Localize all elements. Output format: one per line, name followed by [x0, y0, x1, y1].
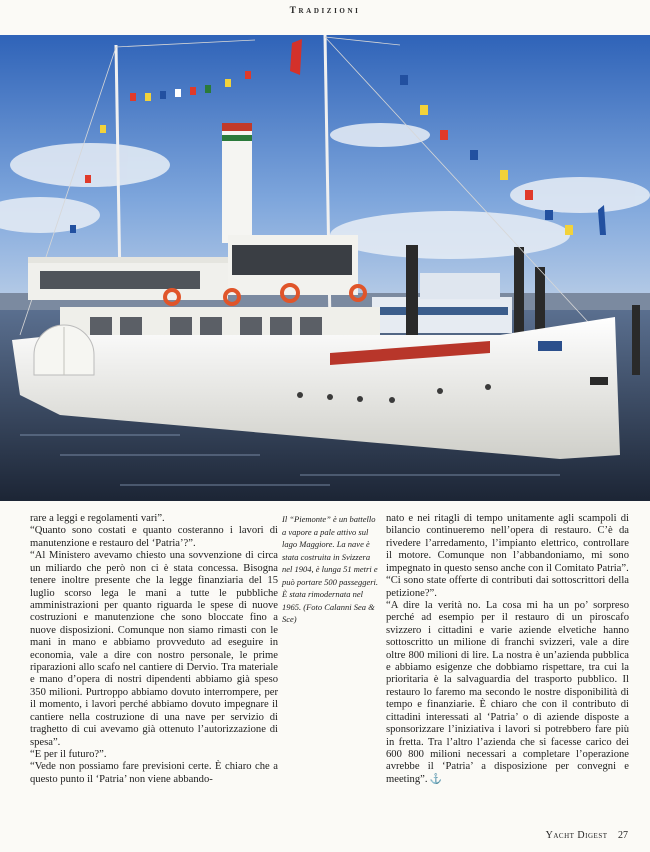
funnel: [222, 123, 252, 243]
article-paragraph: “Ci sono state offerte di contributi dai sottoscrittori della petizione?”.: [386, 575, 629, 599]
photo-caption: [282, 513, 381, 626]
article-paragraph: [386, 600, 629, 786]
name-plate: [538, 341, 562, 351]
page-number: 27: [618, 830, 628, 841]
article-column-1: [30, 513, 278, 786]
article-paragraph-text: “A dire la verità no. La cosa mi ha un po’ sorpreso perché ad esempio per il restauro di un piroscafo svizzero i cittadini e varie aziende elvetiche hanno sottoscritto un milione di franchi svizzeri, vale a dire oltre 800 milioni di lire. La nostra è un’azienda pubblica e abbiamo esigenze che dobbiamo rispettare, tra cui la prioritaria è la salvaguardia del trasporto pubblico. Il restauro lo faremo ma secondo le nostre disponibilità di tempo e finanziarie. È chiaro che con il contributo di cittadini interessati al ‘Patria’ o di aziende disposte a sponsorizzare l’iniziativa i lavori si potrebbero fare più in fretta. Tra l’altro l’azienda che si facesse carico dei 600 800 milioni necessari a completare l’operazione avrebbe il ‘Patria’ a disposizione per convegni e meeting”.: [386, 599, 629, 785]
article-paragraph: “Al Ministero avevamo chiesto una sovvenzione di circa un miliardo che però non ci è stata concessa. Bisogna tenere inoltre presente che la legge finanziaria del 15 luglio scorso lega le mani a tutte le pubbliche amministrazioni per quanto riguarda le spese di nuove costruzioni e manutenzione che sono bloccate fino a nuove disposizioni. Comunque non siamo rimasti con le mani in mano e abbiamo provveduto ad eseguire in economia, vale a dire con nostro personale, le prime riparazioni allo scafo nel cantiere di Dervio. Tra materiale e mano d’opera di nostri dipendenti abbiamo già speso 350 milioni. Purtroppo abbiamo dovuto interrompere, per il momento, i lavori perché abbiamo dovuto impegnare il cantiere nella costruzione di una nave per servizio di traghetto di cui avevamo già ottenuto l’autorizzazione di spesa”.: [30, 550, 278, 748]
anchor-end-icon: ⚓: [429, 773, 442, 785]
caption-text: Il “Piemonte” è un battello a vapore a pale attivo sul lago Maggiore. La nave è stata costruita in Svizzera nel 1904, è lunga 51 metri e può portare 500 passeggeri. È stata rimodernata nel 1965. (Foto Calanni Sea & Sce): [282, 514, 379, 624]
article-paragraph: “Quanto sono costati e quanto costeranno i lavori di manutenzione e restauro del ‘Patria’?”.: [30, 525, 278, 549]
article-paragraph: rare a leggi e regolamenti vari”.: [30, 513, 165, 524]
section-header: Tradizioni: [289, 6, 361, 16]
page-footer: [546, 830, 628, 841]
article-paragraph: “Vede non possiamo fare previsioni certe. È chiaro che a questo punto il ‘Patria’ non viene abbando-: [30, 761, 278, 785]
article-column-2: [386, 513, 629, 786]
article-paragraph: nato e nei ritagli di tempo unitamente agli scampoli di bilancio continueremo nell’opera di restauro. C’è da rivedere l’arredamento, l’impianto elettrico, controllare il motore. Comunque non l’abbandoniamo, mi sono impegnato in questo senso anche con il Comitato Patria”.: [386, 513, 629, 574]
ship-photo: [0, 35, 650, 501]
article-paragraph: “E per il futuro?”.: [30, 749, 107, 761]
magazine-name: Yacht Digest: [545, 830, 608, 841]
